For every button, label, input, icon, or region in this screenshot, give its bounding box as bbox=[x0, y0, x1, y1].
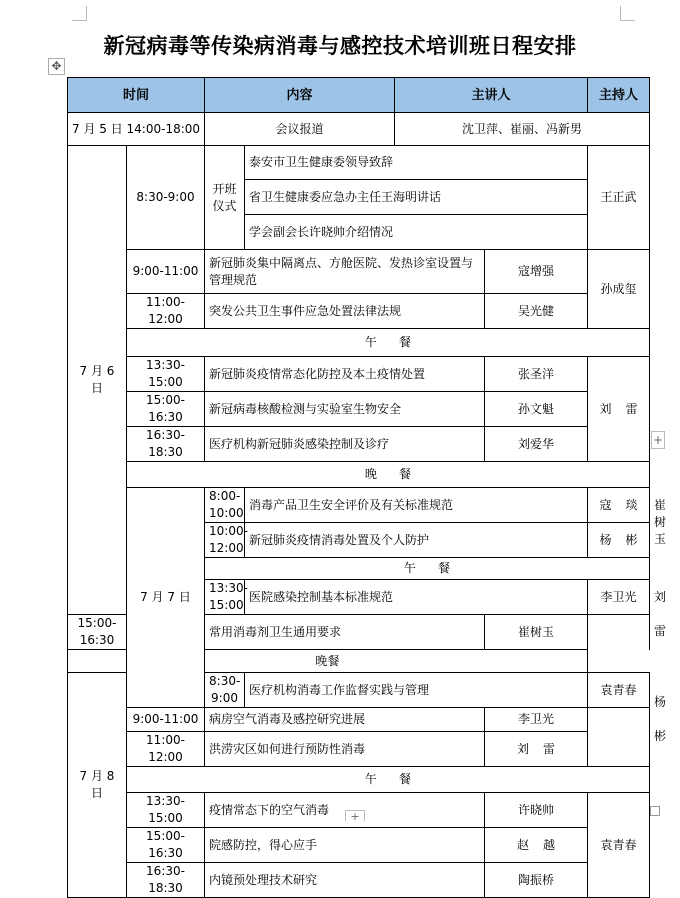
speaker-name-part: 杨 bbox=[599, 532, 612, 547]
speaker-name-part: 赵 bbox=[517, 837, 530, 852]
table-resize-handle[interactable] bbox=[650, 806, 660, 816]
host-name-part: 彬 bbox=[654, 729, 667, 743]
host-cell: 孙成玺 bbox=[588, 250, 650, 329]
host-cell bbox=[588, 357, 650, 462]
table-move-handle-icon[interactable]: ✥ bbox=[48, 58, 65, 75]
time-cell: 13:30-15:00 bbox=[127, 357, 205, 392]
table-row bbox=[68, 828, 650, 863]
host-name-part: 雷 bbox=[654, 624, 667, 638]
speaker-cell: 袁青春 bbox=[588, 673, 650, 708]
document-title: 新冠病毒等传染病消毒与感控技术培训班日程安排 bbox=[103, 33, 577, 58]
table-row bbox=[68, 250, 650, 294]
speaker-name-part: 琰 bbox=[625, 497, 638, 512]
session-content: 新冠肺炎集中隔离点、方舱医院、发热诊室设置与管理规范 bbox=[205, 250, 485, 294]
table-row bbox=[68, 113, 650, 146]
time-cell: 15:00-16:30 bbox=[68, 615, 127, 650]
meal-label-part: 餐 bbox=[399, 335, 412, 349]
speaker-cell: 崔树玉 bbox=[485, 615, 588, 650]
time-cell: 11:00-12:00 bbox=[127, 294, 205, 329]
time-cell: 13:30-15:00 bbox=[205, 580, 245, 615]
registration-speakers: 沈卫萍、崔丽、冯新男 bbox=[395, 113, 650, 146]
time-cell: 15:00-16:30 bbox=[127, 392, 205, 427]
session-content: 消毒产品卫生安全评价及有关标准规范 bbox=[245, 488, 588, 523]
speaker-cell: 李卫光 bbox=[485, 708, 588, 732]
speaker-cell bbox=[588, 488, 650, 523]
host-cell: 王正武 bbox=[588, 146, 650, 250]
table-row bbox=[68, 329, 650, 357]
speaker-cell bbox=[485, 828, 588, 863]
schedule-table bbox=[67, 77, 667, 898]
table-row bbox=[68, 708, 650, 732]
meal-label-part: 餐 bbox=[438, 561, 451, 575]
meal-label-part: 午 bbox=[364, 335, 378, 349]
host-name-part: 刘 bbox=[654, 590, 667, 604]
session-content: 医疗机构新冠肺炎感染控制及诊疗 bbox=[205, 427, 485, 462]
meal-row bbox=[127, 329, 650, 357]
header-host: 主持人 bbox=[588, 78, 650, 113]
session-content: 内镜预处理技术研究 bbox=[205, 863, 485, 898]
speaker-cell: 寇增强 bbox=[485, 250, 588, 294]
meal-row: 晚餐 bbox=[68, 650, 588, 673]
time-cell: 11:00-12:00 bbox=[127, 732, 205, 767]
time-cell: 8:00-10:00 bbox=[205, 488, 245, 523]
session-content: 医疗机构消毒工作监督实践与管理 bbox=[245, 673, 588, 708]
registration-content: 会议报道 bbox=[205, 113, 395, 146]
table-row bbox=[68, 650, 650, 673]
speaker-name-part: 雷 bbox=[543, 741, 556, 756]
time-cell: 8:30-9:00 bbox=[127, 146, 205, 250]
speaker-cell: 刘爱华 bbox=[485, 427, 588, 462]
date-day6: 7 月 6 日 bbox=[68, 146, 127, 615]
opening-label: 开班仪式 bbox=[205, 146, 245, 250]
speaker-name-part: 彬 bbox=[625, 532, 638, 547]
table-row: 7 月 7 日 8:00-10:00 消毒产品卫生安全评价及有关标准规范 寇 琰 崔树玉 bbox=[68, 488, 650, 523]
page-corner-mark-top-left bbox=[72, 6, 87, 21]
table-row bbox=[68, 732, 650, 767]
opening-item: 学会副会长许晓帅介绍情况 bbox=[245, 215, 588, 250]
opening-item: 泰安市卫生健康委领导致辞 bbox=[245, 146, 588, 180]
session-content: 洪涝灾区如何进行预防性消毒 bbox=[205, 732, 485, 767]
speaker-name-part: 刘 bbox=[517, 741, 530, 756]
time-cell: 16:30-18:30 bbox=[127, 863, 205, 898]
table-row bbox=[68, 767, 650, 793]
speaker-cell: 张圣洋 bbox=[485, 357, 588, 392]
opening-item: 省卫生健康委应急办主任王海明讲话 bbox=[245, 180, 588, 215]
session-content: 病房空气消毒及感控研究进展 bbox=[205, 708, 485, 732]
add-row-plus-icon[interactable]: + bbox=[345, 810, 365, 821]
speaker-cell: 孙文魁 bbox=[485, 392, 588, 427]
table-row bbox=[68, 427, 650, 462]
time-cell: 16:30-18:30 bbox=[127, 427, 205, 462]
speaker-cell: 陶振桥 bbox=[485, 863, 588, 898]
speaker-cell bbox=[588, 523, 650, 558]
speaker-name-part: 越 bbox=[543, 837, 556, 852]
date-day8: 7 月 8 日 bbox=[68, 673, 127, 898]
host-name-part: 雷 bbox=[625, 401, 638, 416]
table-row bbox=[68, 392, 650, 427]
time-cell: 9:00-11:00 bbox=[127, 708, 205, 732]
time-cell: 13:30-15:00 bbox=[127, 793, 205, 828]
session-content: 新冠病毒核酸检测与实验室生物安全 bbox=[205, 392, 485, 427]
table-row bbox=[68, 146, 650, 180]
header-content: 内容 bbox=[205, 78, 395, 113]
session-content: 新冠肺炎疫情消毒处置及个人防护 bbox=[245, 523, 588, 558]
session-content: 突发公共卫生事件应急处置法律法规 bbox=[205, 294, 485, 329]
time-cell: 9:00-11:00 bbox=[127, 250, 205, 294]
speaker-name-part: 寇 bbox=[599, 497, 612, 512]
table-row bbox=[68, 863, 650, 898]
meal-row bbox=[127, 767, 650, 793]
table-row bbox=[68, 357, 650, 392]
page-corner-mark-top-right bbox=[620, 6, 635, 21]
time-cell: 8:30-9:00 bbox=[205, 673, 245, 708]
table-row bbox=[68, 462, 650, 488]
host-cell: 袁青春 bbox=[588, 793, 650, 898]
header-row bbox=[68, 78, 650, 113]
host-name-part: 刘 bbox=[599, 401, 612, 416]
meal-label-part: 餐 bbox=[399, 772, 412, 786]
meal-label-part: 晚 bbox=[364, 467, 378, 481]
add-column-plus-icon[interactable]: + bbox=[652, 433, 664, 447]
meal-row bbox=[127, 462, 650, 488]
session-content: 院感防控，得心应手 bbox=[205, 828, 485, 863]
session-content: 疫情常态下的空气消毒 bbox=[205, 793, 485, 828]
date-day7: 7 月 7 日 bbox=[127, 488, 205, 708]
speaker-cell: 李卫光 bbox=[588, 580, 650, 615]
header-time: 时间 bbox=[68, 78, 205, 113]
session-content: 医院感染控制基本标准规范 bbox=[245, 580, 588, 615]
meal-label-part: 餐 bbox=[399, 467, 412, 481]
meal-row bbox=[205, 558, 650, 580]
header-speaker: 主讲人 bbox=[395, 78, 588, 113]
meal-label-part: 午 bbox=[403, 561, 417, 575]
speaker-cell: 许晓帅 bbox=[485, 793, 588, 828]
session-content: 常用消毒剂卫生通用要求 bbox=[205, 615, 485, 650]
table-row bbox=[68, 294, 650, 329]
registration-time: 7 月 5 日 14:00-18:00 bbox=[68, 113, 205, 146]
host-name-part: 杨 bbox=[654, 695, 667, 709]
time-cell: 15:00-16:30 bbox=[127, 828, 205, 863]
speaker-cell bbox=[485, 732, 588, 767]
meal-label-part: 午 bbox=[364, 772, 378, 786]
session-content: 新冠肺炎疫情常态化防控及本土疫情处置 bbox=[205, 357, 485, 392]
speaker-cell: 吴光健 bbox=[485, 294, 588, 329]
time-cell: 10:00-12:00 bbox=[205, 523, 245, 558]
